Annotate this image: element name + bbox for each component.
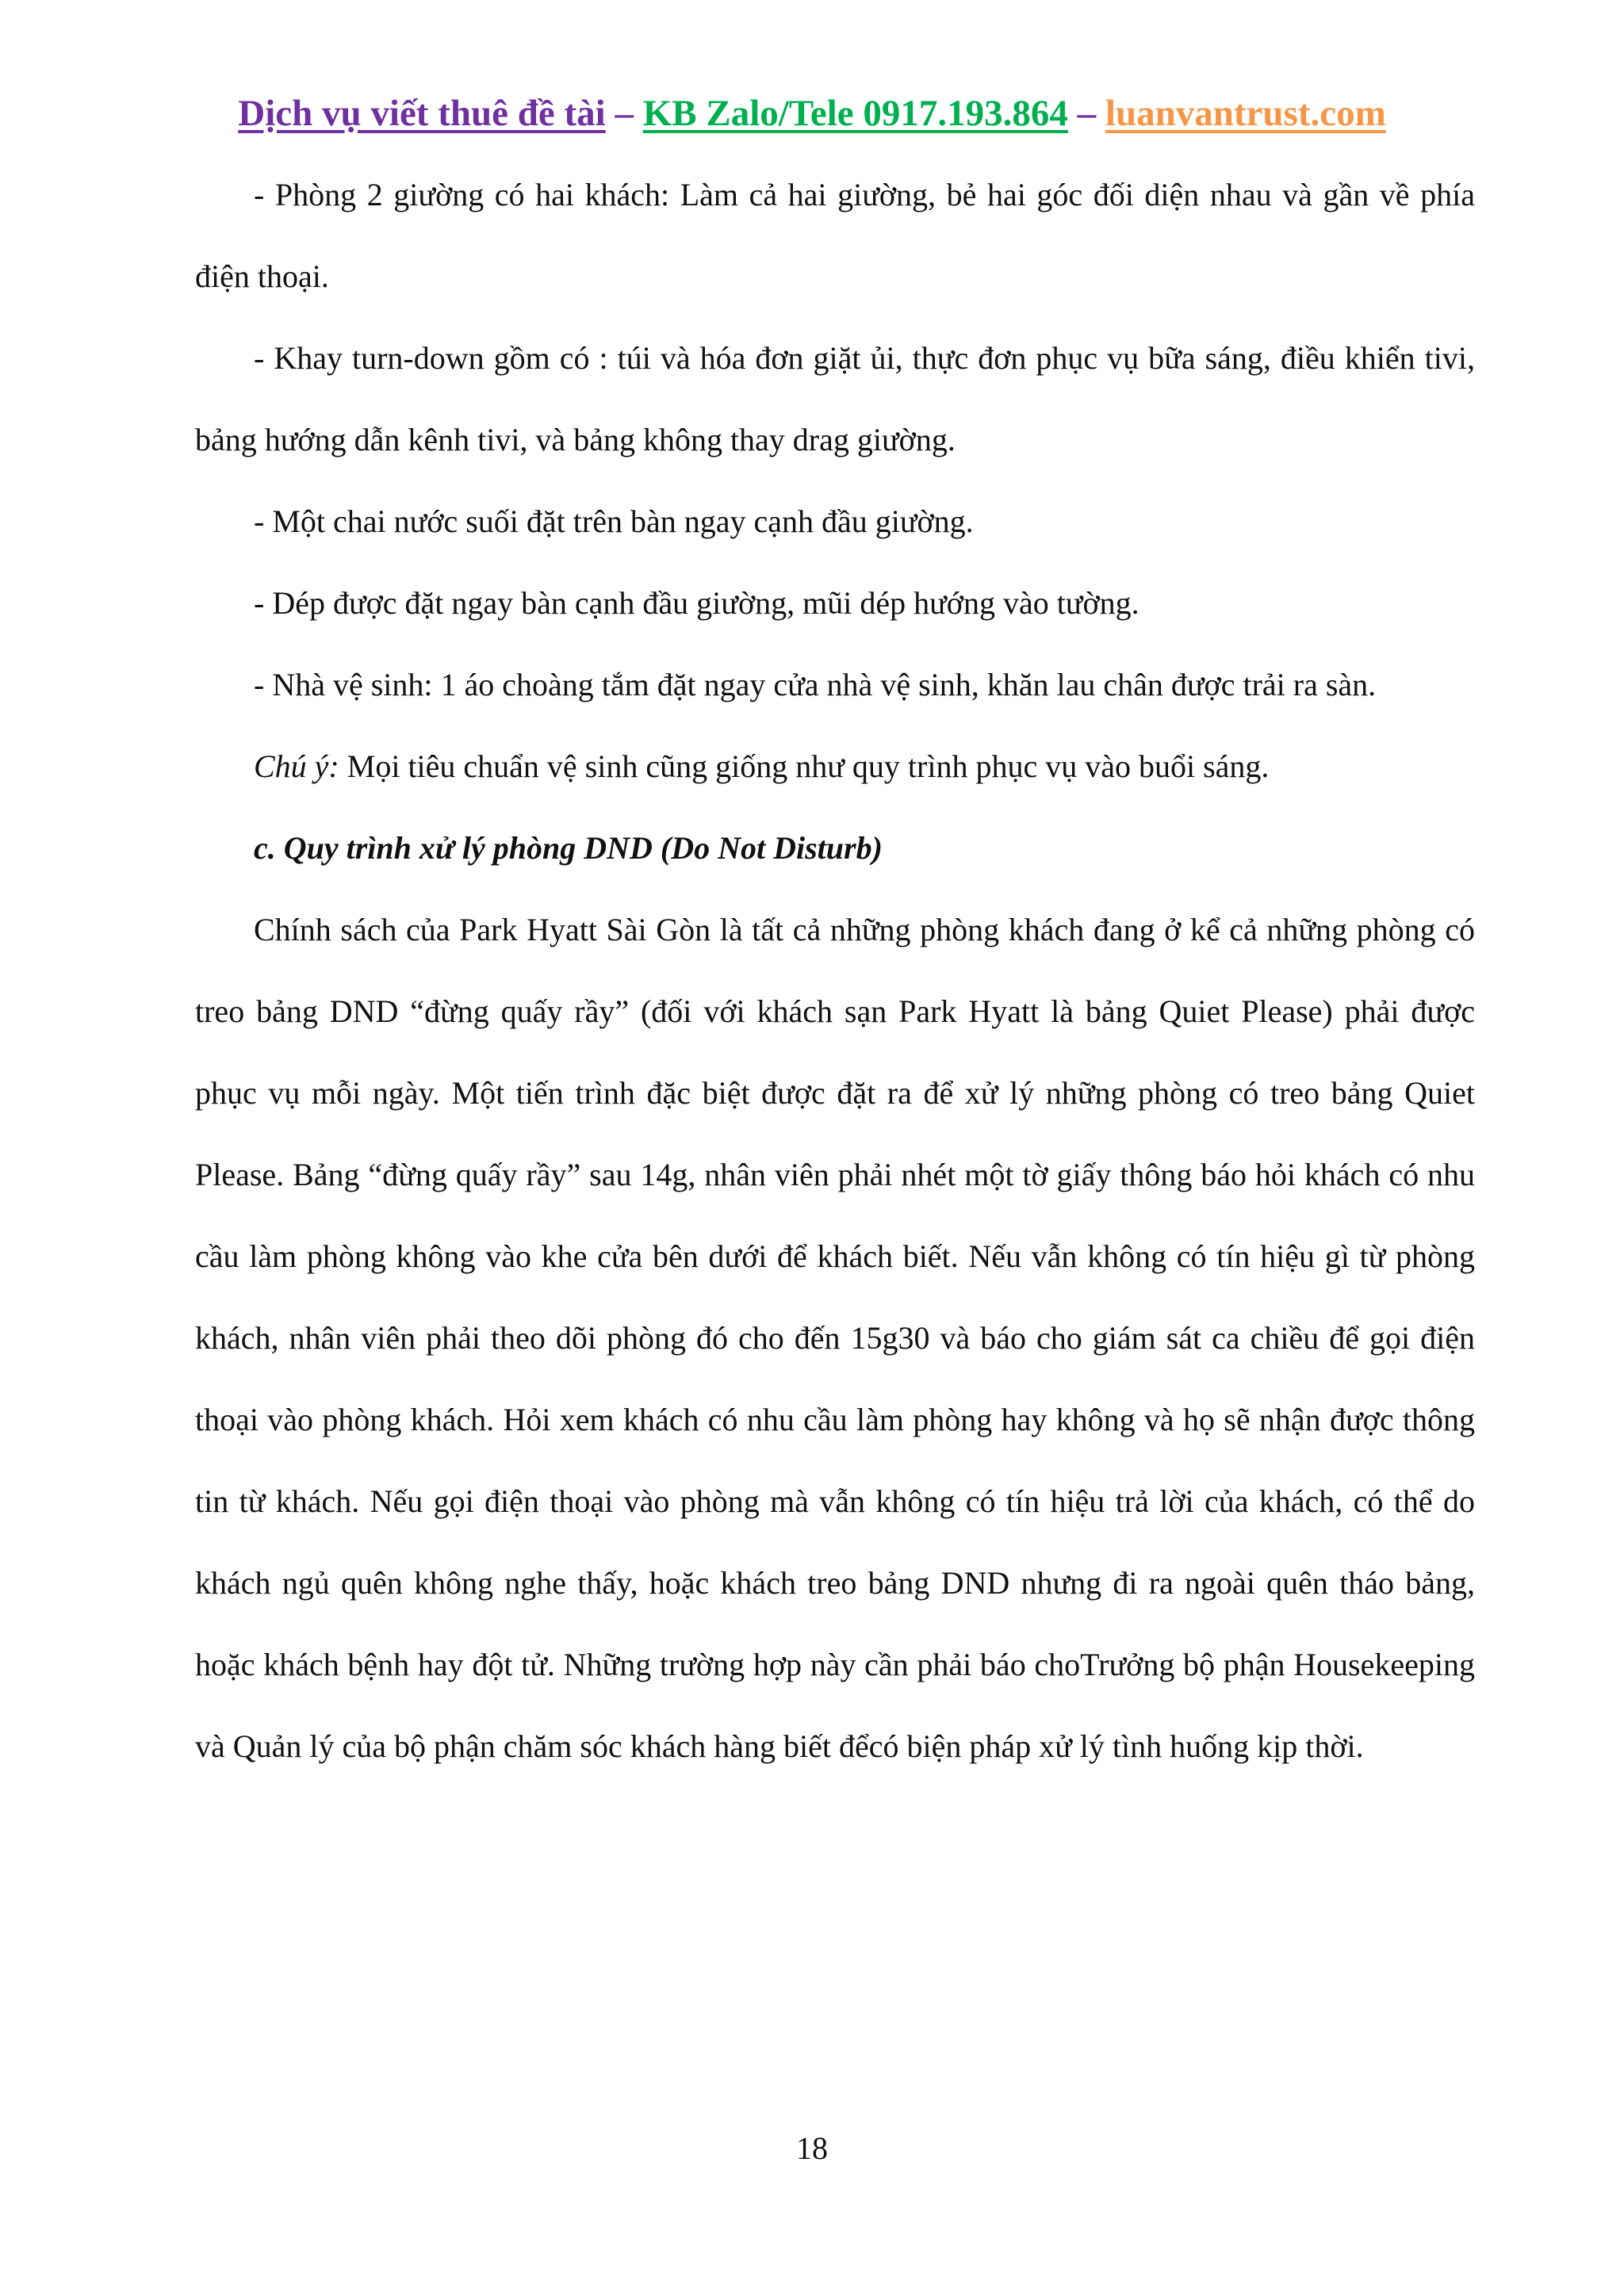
header-service-text: Dịch vụ viết thuê đề tài (238, 93, 606, 134)
paragraph-two-bed-room: - Phòng 2 giường có hai khách: Làm cả hai giường, bẻ hai góc đối diện nhau và gần về phía điện thoại. (195, 177, 1475, 294)
note-text: Mọi tiêu chuẩn vệ sinh cũng giống như quy trình phục vụ vào buổi sáng. (339, 748, 1270, 784)
page-body (195, 154, 1475, 1787)
paragraph-bathroom: - Nhà vệ sinh: 1 áo choàng tắm đặt ngay cửa nhà vệ sinh, khăn lau chân được trải ra sàn. (254, 667, 1377, 702)
header-contact-text: KB Zalo/Tele 0917.193.864 (642, 93, 1068, 134)
header-site-link[interactable]: luanvantrust.com (1105, 93, 1386, 134)
section-subheading: c. Quy trình xử lý phòng DND (Do Not Disturb) (254, 830, 883, 866)
paragraph-slippers: - Dép được đặt ngay bàn cạnh đầu giường, mũi dép hướng vào tường. (254, 585, 1139, 621)
note-paragraph (195, 725, 1475, 807)
page-number: 18 (796, 2130, 828, 2166)
paragraph-turn-down-tray: - Khay turn-down gồm có : túi và hóa đơn giặt ủi, thực đơn phục vụ bữa sáng, điều khiển tivi, bảng hướng dẫn kênh tivi, và bảng không thay drag giường. (195, 340, 1475, 457)
paragraph-dnd-policy: Chính sách của Park Hyatt Sài Gòn là tất cả những phòng khách đang ở kể cả những phòng có treo bảng DND “đừng quấy rầy” (đối với khách sạn Park Hyatt là bảng Quiet Please) phải được phục vụ mỗi ngày. Một tiến trình đặc biệt được đặt ra để xử lý những phòng có treo bảng Quiet Please. Bảng “đừng quấy rầy” sau 14g, nhân viên phải nhét một tờ giấy thông báo hỏi khách có nhu cầu làm phòng không vào khe cửa bên dưới để khách biết. Nếu vẫn không có tín hiệu gì từ phòng khách, nhân viên phải theo dõi phòng đó cho đến 15g30 và báo cho giám sát ca chiều để gọi điện thoại vào phòng khách. Hỏi xem khách có nhu cầu làm phòng hay không và họ sẽ nhận được thông tin từ khách. Nếu gọi điện thoại vào phòng mà vẫn không có tín hiệu trả lời của khách, có thể do khách ngủ quên không nghe thấy, hoặc khách treo bảng DND nhưng đi ra ngoài quên tháo bảng, hoặc khách bệnh hay đột tử. Những trường hợp này cần phải báo choTrưởng bộ phận Housekeeping và Quản lý của bộ phận chăm sóc khách hàng biết đểcó biện pháp xử lý tình huống kịp thời. (195, 912, 1475, 1764)
page-header (0, 86, 1624, 141)
note-label: Chú ý: (254, 748, 339, 784)
header-separator: – (1067, 93, 1105, 134)
paragraph-water-bottle: - Một chai nước suối đặt trên bàn ngay cạnh đầu giường. (254, 503, 974, 539)
header-separator: – (605, 93, 643, 134)
